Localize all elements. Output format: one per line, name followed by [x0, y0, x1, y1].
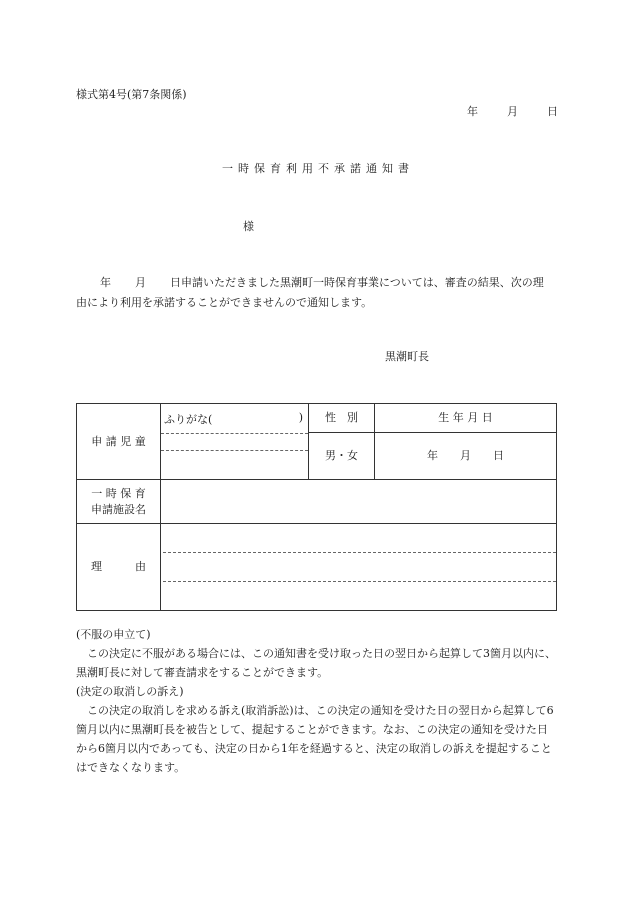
reason-label: 理 由 [77, 524, 161, 611]
facility-label-line1: 一 時 保 育 [91, 486, 146, 500]
body-day: 日 [170, 276, 181, 289]
furigana-close: ) [298, 411, 303, 424]
notice-body [76, 273, 554, 313]
issue-date-month: 月 [507, 105, 518, 118]
facility-name-field[interactable] [161, 480, 557, 524]
birthdate-label: 生 年 月 日 [375, 404, 557, 433]
form-number: 様式第4号(第7条関係) [76, 88, 187, 101]
child-name-field[interactable] [161, 451, 308, 479]
sender: 黒潮町長 [385, 350, 429, 363]
issue-date-day: 日 [547, 105, 558, 118]
legal-notes [76, 625, 556, 777]
document-title: 一時保育利用不承諾通知書 [222, 162, 414, 175]
addressee: 様 [243, 220, 254, 233]
body-text: 申請いただきました黒潮町一時保育事業については、審査の結果、次の理由により利用を承諾することができませんので通知します。 [76, 276, 544, 309]
furigana-label: ふりがな( [164, 413, 213, 426]
applicant-child-label: 申 請 児 童 [77, 404, 161, 480]
objection-text: この決定に不服がある場合には、この通知書を受け取った日の翌日から起算して3箇月以内に、黒潮町長に対して審査請求をすることができます。 [76, 647, 556, 679]
gender-value[interactable]: 男・女 [309, 433, 375, 480]
application-table [76, 403, 557, 611]
body-month: 月 [135, 276, 146, 289]
facility-label-line2: 申請施設名 [91, 502, 146, 516]
birthdate-value[interactable] [375, 433, 557, 480]
issue-date-year: 年 [467, 105, 478, 118]
body-year: 年 [100, 276, 111, 289]
birth-day: 日 [493, 449, 504, 463]
gender-label: 性 別 [309, 404, 375, 433]
facility-label [77, 480, 161, 524]
objection-heading: (不服の申立て) [76, 628, 151, 641]
birth-month: 月 [460, 449, 471, 463]
revocation-heading: (決定の取消しの訴え) [76, 685, 184, 698]
child-name-cell [161, 404, 309, 480]
reason-field[interactable] [161, 524, 557, 611]
birth-year: 年 [427, 449, 438, 463]
issue-date [467, 103, 558, 119]
revocation-text: この決定の取消しを求める訴え(取消訴訟)は、この決定の通知を受けた日の翌日から起算して6箇月以内に黒潮町長を被告として、提起することができます。なお、この決定の通知を受けた日から6箇月以内であっても、決定の日から1年を経過すると、決定の取消しの訴えを提起することはできなくなります。 [76, 704, 554, 774]
